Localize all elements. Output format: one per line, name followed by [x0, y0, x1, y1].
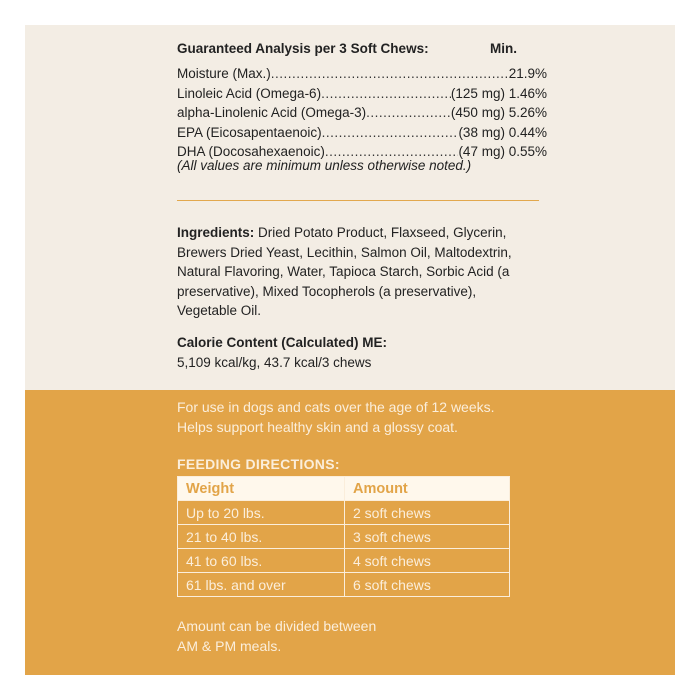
- table-row: [178, 549, 510, 573]
- amount-cell: 2 soft chews: [345, 501, 510, 525]
- amount-cell: 3 soft chews: [345, 525, 510, 549]
- leader-dots: [322, 123, 459, 143]
- leader-dots: [271, 64, 509, 84]
- nutrient-amount: (125 mg): [450, 85, 505, 101]
- amount-cell: 6 soft chews: [345, 573, 510, 597]
- usage-text: [177, 397, 577, 437]
- nutrient-name: Moisture (Max.): [177, 66, 271, 81]
- guaranteed-analysis-title: [177, 41, 517, 56]
- section-divider: [177, 200, 539, 201]
- nutrient-percent: 5.26%: [508, 105, 547, 120]
- min-label: Min.: [490, 41, 517, 56]
- table-row: [178, 501, 510, 525]
- nutrient-name: EPA (Eicosapentaenoic): [177, 124, 322, 140]
- feeding-directions-title: FEEDING DIRECTIONS:: [177, 456, 340, 472]
- nutrient-amount: (450 mg): [450, 105, 505, 120]
- ingredients-text: Dried Potato Product, Flaxseed, Glycerin, Brewers Dried Yeast, Lecithin, Salmon Oil, Maltodextrin, Natural Flavoring, Water, Tapioca Starch, Sorbic Acid (a preservative), Mixed Tocopherols (a preservative), Vegetable Oil.: [177, 225, 512, 318]
- nutrient-name: DHA (Docosahexaenoic): [177, 144, 325, 159]
- amount-header: Amount: [345, 477, 510, 501]
- nutrient-amount: (38 mg): [458, 124, 505, 140]
- usage-line-2: Helps support healthy skin and a glossy coat.: [177, 419, 458, 435]
- weight-cell: 21 to 40 lbs.: [178, 525, 345, 549]
- analysis-section: [25, 25, 675, 390]
- table-row: [178, 525, 510, 549]
- guaranteed-analysis-heading: Guaranteed Analysis per 3 Soft Chews:: [177, 41, 429, 56]
- amount-cell: 4 soft chews: [345, 549, 510, 573]
- weight-cell: 61 lbs. and over: [178, 573, 345, 597]
- feeding-table-header: [178, 477, 510, 501]
- calorie-value: 5,109 kcal/kg, 43.7 kcal/3 chews: [177, 355, 372, 370]
- ingredients-block: [177, 223, 537, 321]
- feeding-note-line-1: Amount can be divided between: [177, 618, 377, 634]
- weight-header: Weight: [178, 477, 345, 501]
- nutrient-name: Linoleic Acid (Omega-6): [177, 85, 322, 101]
- table-row: [178, 573, 510, 597]
- leader-dots: [321, 84, 451, 104]
- analysis-row: [177, 64, 547, 84]
- weight-cell: Up to 20 lbs.: [178, 501, 345, 525]
- analysis-table: [177, 64, 547, 162]
- nutrient-name: alpha-Linolenic Acid (Omega-3): [177, 105, 367, 120]
- usage-line-1: For use in dogs and cats over the age of 12 weeks.: [177, 399, 495, 415]
- feeding-table: [177, 476, 510, 597]
- nutrient-percent: 1.46%: [508, 85, 547, 101]
- analysis-footnote: (All values are minimum unless otherwise noted.): [177, 158, 472, 173]
- feeding-note: [177, 616, 437, 656]
- analysis-row: [177, 84, 547, 104]
- product-label-panel: [25, 25, 675, 675]
- nutrient-amount: (47 mg): [458, 144, 505, 159]
- nutrient-percent: 0.55%: [508, 144, 547, 159]
- analysis-row: [177, 123, 547, 143]
- leader-dots: [366, 103, 451, 123]
- weight-cell: 41 to 60 lbs.: [178, 549, 345, 573]
- feeding-note-line-2: AM & PM meals.: [177, 638, 282, 654]
- nutrient-percent: 0.44%: [508, 124, 547, 140]
- nutrient-percent: 21.9%: [508, 66, 547, 81]
- analysis-row: [177, 103, 547, 123]
- calorie-title: Calorie Content (Calculated) ME:: [177, 335, 388, 350]
- ingredients-label: Ingredients:: [177, 225, 255, 240]
